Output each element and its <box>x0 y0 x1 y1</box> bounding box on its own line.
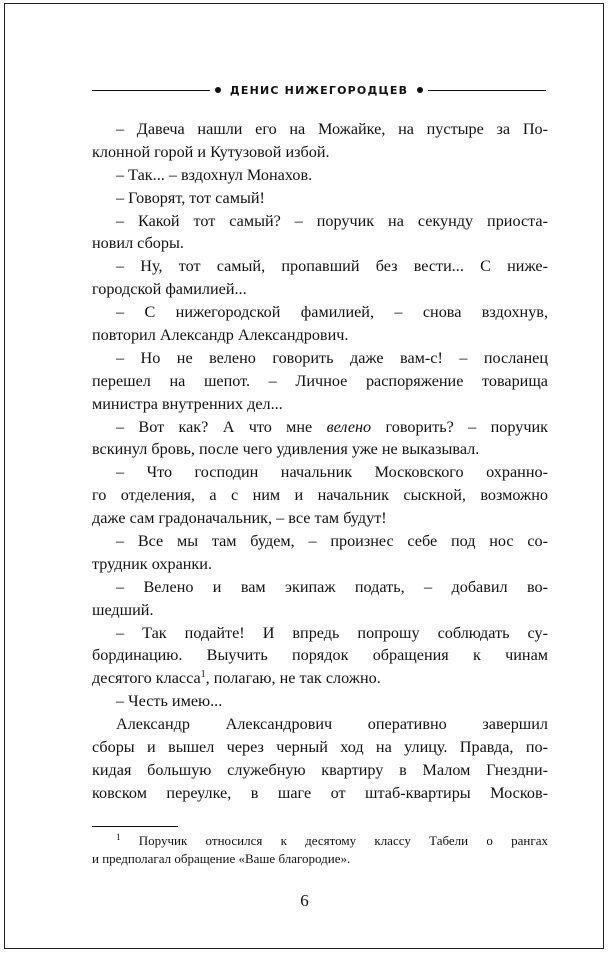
text-line: – Так подайте! И впредь попрошу соблюдать су- <box>116 623 548 642</box>
footnote-line <box>92 832 548 850</box>
running-title: ДЕНИС НИЖЕГОРОДЦЕВ <box>229 83 409 97</box>
text-line: повторил Александр Александрович. <box>92 326 349 345</box>
text-line: – Какой тот самый? – поручик на секунду приоста- <box>116 211 548 230</box>
footnote-marker: 1 <box>116 832 121 842</box>
text-line: – Честь имею... <box>116 692 223 711</box>
text-fragment: – Вот как? А что мне <box>116 417 327 436</box>
footnote <box>92 832 548 867</box>
text-line: шедший. <box>92 600 154 619</box>
text-line <box>92 667 548 690</box>
text-line: – Так... – вздохнул Монахов. <box>116 165 313 184</box>
emphasis: велено <box>326 417 372 436</box>
footnote-text: Поручик относился к десятому классу Табели о рангах <box>120 833 548 848</box>
text-line: новил сборы. <box>92 234 184 253</box>
text-line: – Что господин начальник Московского охранно- <box>116 463 548 482</box>
text-line: кидая большую служебную квартиру в Малом Гнездни- <box>92 760 548 779</box>
text-line: – Но не велено говорить даже вам-с! – посланец <box>116 348 548 367</box>
text-line: – Ну, тот самый, пропавший без вести... С ниже- <box>116 257 548 276</box>
text-line: трудник охранки. <box>92 554 212 573</box>
text-line: – С нижегородской фамилией, – снова вздохнув, <box>116 303 548 322</box>
text-line: ковском переулке, в шаге от штаб-квартиры Москов- <box>92 783 548 802</box>
footnote-separator <box>92 826 178 827</box>
text-fragment: десятого класса <box>92 669 201 688</box>
text-line <box>92 416 548 439</box>
text-line: бординацию. Выучить порядок обращения к чинам <box>92 646 548 665</box>
text-line: городской фамилией... <box>92 280 247 299</box>
header-dot-right <box>417 87 423 93</box>
header-dot-left <box>215 87 221 93</box>
header-rule-left <box>92 90 210 91</box>
text-line: Александр Александрович оперативно завершил <box>116 715 548 734</box>
running-header <box>92 80 546 100</box>
text-line: даже сам градоначальник, – все там будут! <box>92 509 387 528</box>
text-line: – Все мы там будем, – произнес себе под нос со- <box>116 532 548 551</box>
text-line: го отделения, а с ним и начальник сыскной, возможно <box>92 486 548 505</box>
page-number: 6 <box>300 891 309 910</box>
header-rule-right <box>428 90 546 91</box>
text-fragment: говорить? – поручик <box>371 417 548 436</box>
text-line: клонной горой и Кутузовой избой. <box>92 142 330 161</box>
text-line: министра внутренних дел... <box>92 394 283 413</box>
text-line: вскинул бровь, после чего удивления уже не выказывал. <box>92 440 480 459</box>
text-line: сборы и вышел через черный ход на улицу. Правда, по- <box>92 738 548 757</box>
main-text <box>92 118 548 805</box>
footnote-reference: 1 <box>200 669 206 681</box>
text-line: – Говорят, тот самый! <box>116 188 265 207</box>
text-line: – Велено и вам экипаж подать, – добавил во- <box>116 577 548 596</box>
text-line: перешел на шепот. – Личное распоряжение товарища <box>92 371 548 390</box>
footnote-line: и предполагал обращение «Ваше благородие». <box>92 850 351 866</box>
text-fragment: , полагаю, не так сложно. <box>205 669 381 688</box>
text-line: – Давеча нашли его на Можайке, на пустыре за По- <box>116 120 548 138</box>
